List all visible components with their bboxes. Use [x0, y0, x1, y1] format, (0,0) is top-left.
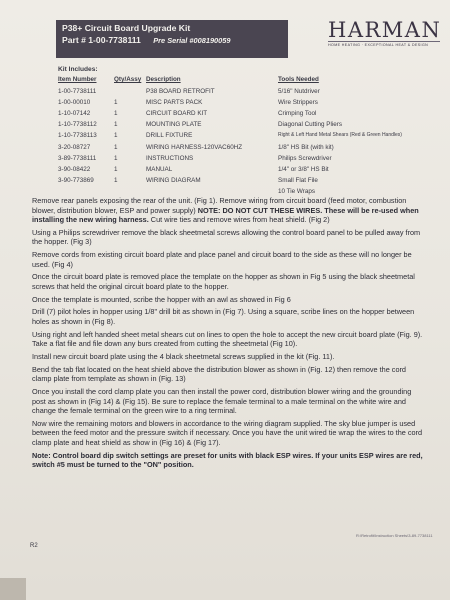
header-item-number: Item Number	[58, 76, 97, 83]
item-number: 1-10-7738113	[58, 132, 97, 139]
item-number: 1-00-7738111	[58, 88, 97, 95]
item-qty: 1	[114, 155, 118, 162]
tool-needed: Diagonal Cutting Pliers	[278, 121, 343, 128]
item-description: P38 BOARD RETROFIT	[146, 88, 215, 95]
item-number: 3-89-7738111	[58, 155, 97, 162]
kit-row	[58, 88, 418, 99]
step-paragraph: Drill (7) pilot holes in hopper using 1/8" drill bit as shown in (Fig 7). Using a square, scribe lines on the hopper between holes as shown in (Fig 8).	[32, 307, 415, 326]
step-paragraph: Bend the tab flat located on the heat shield above the distribution blower as shown in (Fig. 12) then remove the cord clamp plate from template as shown in (Fig. 13)	[32, 364, 406, 384]
serial-number: Pre Serial #008190059	[153, 36, 231, 45]
header-qty: Qty/Assy	[114, 76, 142, 83]
item-description: MANUAL	[146, 166, 173, 173]
item-description: DRILL FIXTURE	[146, 132, 193, 139]
item-description: INSTRUCTIONS	[146, 155, 194, 162]
tool-needed: 1/4" or 3/8" HS Bit	[278, 166, 329, 173]
step-paragraph: Now wire the remaining motors and blowers in accordance to the wiring diagram supplied. The sky blue jumper is used between the feed motor and the pressure switch if necessary. Once you have the unit wired tie wrap the wires to the cord clamp plate and heat shield as show in (Fig 16) & (Fig 17).	[32, 418, 423, 447]
step-paragraph: Once the template is mounted, scribe the hopper with an awl as showed in Fig 6	[32, 294, 291, 304]
item-description: WIRING DIAGRAM	[146, 177, 201, 184]
item-qty: 1	[114, 177, 118, 184]
item-description: MISC PARTS PACK	[146, 99, 203, 106]
step-paragraph: Once the circuit board plate is removed place the template on the hopper as shown in Fig 5 using the black sheetmetal screws that held the original circuit board plate to the hopper.	[32, 272, 415, 291]
tool-needed: 5/16" Nutdriver	[278, 88, 320, 95]
item-qty: 1	[114, 166, 118, 173]
item-qty: 1	[114, 144, 118, 151]
tool-needed: Right & Left Hand Metal Shears (Red & Green Handles)	[278, 132, 402, 138]
header-description: Description	[146, 76, 181, 83]
header	[56, 18, 442, 60]
step-text: Remove rear panels exposing the rear of the unit. (Fig 1). Remove wiring from circuit board (feed motor, combustion blower, distribution blower, ESP and power supply)	[32, 196, 407, 215]
step-paragraph: Install new circuit board plate using the 4 black sheetmetal screws supplied in the kit (Fig. 11).	[32, 352, 335, 362]
tool-needed: Small Flat File	[278, 177, 318, 184]
step-paragraph: Using right and left handed sheet metal shears cut on lines to open the hole to accept the new circuit board plate (Fig. 9). Take a flat file and file down any burs created from cutting the sheetmetal (Fig 10).	[32, 329, 423, 349]
tool-needed: 1/8" HS Bit (with kit)	[278, 144, 334, 151]
tool-needed: Philips Screwdriver	[278, 155, 332, 162]
item-description: WIRING HARNESS-120VAC60HZ	[146, 144, 243, 151]
item-description: MOUNTING PLATE	[146, 121, 202, 128]
kit-row	[58, 144, 418, 155]
kit-row	[58, 110, 418, 121]
step-warning: NOTE: DO NOT CUT THESE WIRES. These will be re-used when installing the new wiring harness.	[32, 205, 419, 224]
item-number: 3-20-08727	[58, 144, 91, 151]
step-text-tail: Cut wire ties and remove wires from heat shield. (Fig 2)	[148, 215, 330, 224]
kit-row	[58, 121, 418, 132]
title-bar	[56, 20, 288, 58]
step-paragraph: Using a Philips screwdriver remove the black sheetmetal screws allowing the control board panel to be pulled away from the hopper. (Fig 3)	[32, 227, 421, 247]
step-paragraph: Once you install the cord clamp plate you can then install the power cord, distribution blower wiring and the grounding post as shown in (Fig 14) & (Fig 15). Be sure to replace the female terminal to a male terminal on the white wire and change the female terminal on the green wire to a ring terminal.	[32, 387, 412, 416]
kit-row	[58, 166, 418, 177]
step-paragraph	[32, 196, 427, 225]
kit-contents	[58, 66, 418, 195]
item-number: 1-00-00010	[58, 99, 91, 106]
harman-logo	[328, 18, 450, 58]
document-reference: R:\Retrofit\Instruction Sheets\3-89-7738111	[356, 533, 433, 538]
tool-needed: Crimping Tool	[278, 110, 317, 117]
step-paragraph: Remove cords from existing circuit board plate and place panel and circuit board to the side as these will no longer be used. (Fig 4)	[32, 250, 412, 269]
item-number: 3-90-773869	[58, 177, 94, 184]
header-tools: Tools Needed	[278, 76, 319, 83]
item-qty: 1	[114, 99, 118, 106]
tool-needed: 10 Tie Wraps	[278, 188, 315, 195]
background-corner	[0, 578, 26, 600]
part-number: Part # 1-00-7738111	[62, 35, 141, 45]
logo-wordmark: HARMAN	[328, 18, 442, 42]
logo-tagline: HOME HEATING · EXCEPTIONAL HEAT & DESIGN	[328, 41, 440, 47]
kit-row	[58, 155, 418, 166]
item-qty: 1	[114, 121, 118, 128]
dip-switch-note: Note: Control board dip switch settings are preset for units with black ESP wires. If your units ESP wires are red, switch #5 must be turned to the "ON" position.	[32, 450, 423, 470]
kit-title: P38+ Circuit Board Upgrade Kit	[62, 23, 191, 33]
page-label: R2	[30, 543, 38, 549]
item-number: 1-10-07142	[58, 110, 91, 117]
item-description: CIRCUIT BOARD KIT	[146, 110, 208, 117]
kit-table-header	[58, 76, 418, 87]
kit-row	[58, 132, 418, 143]
item-number: 1-10-7738112	[58, 121, 97, 128]
kit-row	[58, 177, 418, 188]
kit-row	[58, 99, 418, 110]
item-qty: 1	[114, 132, 118, 139]
item-qty: 1	[114, 110, 118, 117]
tool-needed: Wire Strippers	[278, 99, 318, 106]
kit-includes-label: Kit Includes:	[58, 66, 98, 73]
part-number-line	[62, 34, 282, 47]
instruction-steps	[32, 196, 427, 473]
item-number: 3-90-08422	[58, 166, 91, 173]
